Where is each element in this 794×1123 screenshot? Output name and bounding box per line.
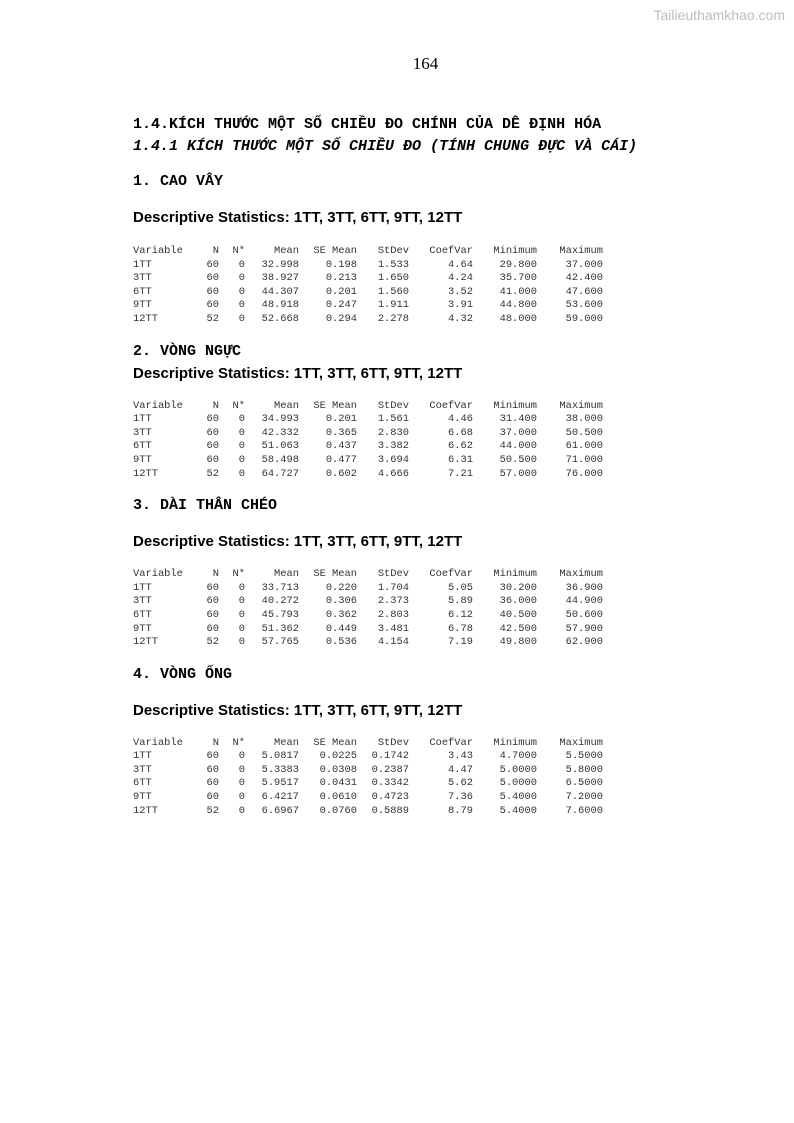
variable-cell: 12TT	[133, 467, 158, 480]
value-cell: 8.79	[448, 804, 473, 817]
variable-cell: 1TT	[133, 750, 152, 763]
value-cell: 0	[238, 636, 245, 649]
column-header: StDev	[377, 245, 409, 257]
table-row	[133, 750, 603, 764]
table-row	[133, 272, 603, 286]
column-header: N*	[232, 736, 245, 749]
value-cell: 1.561	[377, 413, 409, 426]
variable-cell: 9TT	[133, 622, 152, 635]
value-cell: 0.0431	[319, 777, 357, 790]
value-cell: 47.600	[565, 285, 603, 298]
value-cell: 0.294	[325, 312, 357, 325]
column-header: Mean	[274, 399, 299, 412]
value-cell: 51.063	[261, 440, 299, 453]
value-cell: 5.05	[448, 581, 473, 594]
column-header: Mean	[274, 736, 299, 749]
section-cao-vay	[133, 172, 773, 327]
value-cell: 0	[238, 622, 245, 635]
stats-table	[133, 737, 603, 819]
page-number: 164	[412, 54, 439, 73]
value-cell: 3.481	[377, 622, 409, 635]
value-cell: 2.803	[377, 608, 409, 621]
column-header: N*	[232, 245, 245, 257]
variable-cell: 6TT	[133, 608, 152, 621]
table-row	[133, 777, 603, 791]
stats-table	[133, 400, 603, 482]
variable-cell: 1TT	[133, 258, 152, 271]
section-title: 4. VÒNG ỐNG	[133, 665, 233, 683]
column-header: N	[212, 245, 219, 257]
table-row	[133, 623, 603, 637]
section-title: 1. CAO VÂY	[133, 173, 224, 190]
value-cell: 0.198	[325, 258, 357, 271]
table-header-row	[133, 400, 603, 414]
table-row	[133, 427, 603, 441]
value-cell: 60	[206, 595, 219, 608]
value-cell: 0	[238, 299, 245, 312]
variable-cell: 1TT	[133, 581, 152, 594]
value-cell: 60	[206, 426, 219, 439]
variable-cell: 9TT	[133, 453, 152, 466]
value-cell: 0.3342	[371, 777, 409, 790]
value-cell: 4.154	[377, 636, 409, 649]
value-cell: 6.12	[448, 608, 473, 621]
value-cell: 50.600	[565, 608, 603, 621]
value-cell: 1.533	[377, 258, 409, 271]
value-cell: 33.713	[261, 581, 299, 594]
value-cell: 60	[206, 608, 219, 621]
value-cell: 52	[206, 467, 219, 480]
column-header: CoefVar	[429, 736, 473, 749]
value-cell: 6.62	[448, 440, 473, 453]
value-cell: 0	[238, 285, 245, 298]
stats-title: Descriptive Statistics: 1TT, 3TT, 6TT, 9TT, 12TT	[133, 533, 463, 551]
value-cell: 0	[238, 440, 245, 453]
value-cell: 0	[238, 791, 245, 804]
stats-table	[133, 245, 603, 327]
table-row	[133, 468, 603, 482]
value-cell: 0	[238, 413, 245, 426]
value-cell: 50.500	[565, 426, 603, 439]
value-cell: 1.704	[377, 581, 409, 594]
value-cell: 48.000	[499, 312, 537, 325]
value-cell: 0.0610	[319, 791, 357, 804]
value-cell: 0	[238, 763, 245, 776]
stats-title: Descriptive Statistics: 1TT, 3TT, 6TT, 9TT, 12TT	[133, 364, 463, 382]
variable-cell: 3TT	[133, 426, 152, 439]
value-cell: 3.52	[448, 285, 473, 298]
value-cell: 7.6000	[565, 804, 603, 817]
value-cell: 0	[238, 453, 245, 466]
variable-cell: 9TT	[133, 299, 152, 312]
variable-cell: 6TT	[133, 777, 152, 790]
value-cell: 42.332	[261, 426, 299, 439]
value-cell: 0.5889	[371, 804, 409, 817]
variable-cell: 6TT	[133, 440, 152, 453]
value-cell: 36.000	[499, 595, 537, 608]
value-cell: 3.382	[377, 440, 409, 453]
value-cell: 60	[206, 791, 219, 804]
value-cell: 6.78	[448, 622, 473, 635]
value-cell: 38.927	[261, 272, 299, 285]
value-cell: 2.830	[377, 426, 409, 439]
table-row	[133, 595, 603, 609]
column-header: SE Mean	[313, 736, 357, 749]
value-cell: 44.000	[499, 440, 537, 453]
column-header: N	[212, 736, 219, 749]
value-cell: 60	[206, 750, 219, 763]
value-cell: 29.800	[499, 258, 537, 271]
value-cell: 62.900	[565, 636, 603, 649]
value-cell: 1.560	[377, 285, 409, 298]
column-header: SE Mean	[313, 245, 357, 257]
value-cell: 0	[238, 312, 245, 325]
value-cell: 0.306	[325, 595, 357, 608]
value-cell: 42.500	[499, 622, 537, 635]
value-cell: 0.201	[325, 413, 357, 426]
column-header: N*	[232, 399, 245, 412]
value-cell: 49.800	[499, 636, 537, 649]
value-cell: 44.800	[499, 299, 537, 312]
table-row	[133, 413, 603, 427]
value-cell: 5.4000	[499, 791, 537, 804]
value-cell: 7.21	[448, 467, 473, 480]
value-cell: 45.793	[261, 608, 299, 621]
value-cell: 37.000	[499, 426, 537, 439]
table-row	[133, 259, 603, 273]
table-header-row	[133, 737, 603, 751]
variable-cell: 9TT	[133, 791, 152, 804]
variable-cell: 12TT	[133, 312, 158, 325]
value-cell: 50.500	[499, 453, 537, 466]
value-cell: 0	[238, 258, 245, 271]
chapter-heading: 1.4.KÍCH THƯỚC MỘT SỐ CHIỀU ĐO CHÍNH CỦA DÊ ĐỊNH HÓA	[133, 116, 602, 133]
value-cell: 0.220	[325, 581, 357, 594]
value-cell: 41.000	[499, 285, 537, 298]
value-cell: 0	[238, 272, 245, 285]
value-cell: 5.8000	[565, 763, 603, 776]
value-cell: 0.213	[325, 272, 357, 285]
value-cell: 60	[206, 440, 219, 453]
value-cell: 58.498	[261, 453, 299, 466]
value-cell: 52	[206, 636, 219, 649]
value-cell: 5.3383	[261, 763, 299, 776]
variable-cell: 3TT	[133, 763, 152, 776]
value-cell: 60	[206, 763, 219, 776]
value-cell: 1.650	[377, 272, 409, 285]
stats-title: Descriptive Statistics: 1TT, 3TT, 6TT, 9TT, 12TT	[133, 701, 463, 719]
column-header: SE Mean	[313, 399, 357, 412]
value-cell: 2.278	[377, 312, 409, 325]
value-cell: 6.4217	[261, 791, 299, 804]
value-cell: 36.900	[565, 581, 603, 594]
value-cell: 40.272	[261, 595, 299, 608]
value-cell: 0	[238, 750, 245, 763]
value-cell: 57.900	[565, 622, 603, 635]
variable-cell: 3TT	[133, 272, 152, 285]
value-cell: 31.400	[499, 413, 537, 426]
value-cell: 38.000	[565, 413, 603, 426]
value-cell: 37.000	[565, 258, 603, 271]
value-cell: 60	[206, 258, 219, 271]
column-header: Variable	[133, 245, 183, 257]
section-title: 3. DÀI THÂN CHÉO	[133, 497, 278, 515]
value-cell: 42.400	[565, 272, 603, 285]
table-header-row	[133, 568, 603, 582]
value-cell: 61.000	[565, 440, 603, 453]
value-cell: 44.307	[261, 285, 299, 298]
stats-table	[133, 568, 603, 650]
column-header: Minimum	[493, 399, 537, 412]
value-cell: 7.2000	[565, 791, 603, 804]
value-cell: 57.765	[261, 636, 299, 649]
value-cell: 0.449	[325, 622, 357, 635]
column-header: Variable	[133, 568, 183, 581]
table-row	[133, 313, 603, 327]
column-header: Maximum	[559, 399, 603, 412]
column-header: N	[212, 399, 219, 412]
column-header: Minimum	[493, 245, 537, 257]
value-cell: 0.201	[325, 285, 357, 298]
table-row	[133, 805, 603, 819]
column-header: Mean	[274, 245, 299, 257]
value-cell: 0	[238, 595, 245, 608]
value-cell: 60	[206, 413, 219, 426]
value-cell: 0.247	[325, 299, 357, 312]
value-cell: 34.993	[261, 413, 299, 426]
value-cell: 4.46	[448, 413, 473, 426]
column-header: StDev	[377, 399, 409, 412]
value-cell: 5.89	[448, 595, 473, 608]
column-header: StDev	[377, 736, 409, 749]
value-cell: 0	[238, 608, 245, 621]
table-header-row	[133, 245, 603, 259]
value-cell: 52	[206, 804, 219, 817]
column-header: Maximum	[559, 245, 603, 257]
variable-cell: 12TT	[133, 636, 158, 649]
value-cell: 0	[238, 581, 245, 594]
column-header: Variable	[133, 399, 183, 412]
table-row	[133, 286, 603, 300]
value-cell: 5.0000	[499, 777, 537, 790]
column-header: N	[212, 568, 219, 581]
value-cell: 1.911	[377, 299, 409, 312]
table-row	[133, 791, 603, 805]
column-header: Minimum	[493, 736, 537, 749]
value-cell: 48.918	[261, 299, 299, 312]
table-row	[133, 582, 603, 596]
table-row	[133, 454, 603, 468]
value-cell: 30.200	[499, 581, 537, 594]
value-cell: 3.43	[448, 750, 473, 763]
value-cell: 0.0760	[319, 804, 357, 817]
table-row	[133, 636, 603, 650]
value-cell: 0.2387	[371, 763, 409, 776]
table-row	[133, 440, 603, 454]
column-header: CoefVar	[429, 245, 473, 257]
value-cell: 6.31	[448, 453, 473, 466]
value-cell: 60	[206, 272, 219, 285]
variable-cell: 12TT	[133, 804, 158, 817]
value-cell: 60	[206, 453, 219, 466]
column-header: Mean	[274, 568, 299, 581]
value-cell: 53.600	[565, 299, 603, 312]
value-cell: 57.000	[499, 467, 537, 480]
value-cell: 60	[206, 777, 219, 790]
value-cell: 60	[206, 285, 219, 298]
value-cell: 6.5000	[565, 777, 603, 790]
value-cell: 0.4723	[371, 791, 409, 804]
table-row	[133, 764, 603, 778]
value-cell: 0.365	[325, 426, 357, 439]
value-cell: 0	[238, 804, 245, 817]
value-cell: 4.64	[448, 258, 473, 271]
variable-cell: 6TT	[133, 285, 152, 298]
value-cell: 7.19	[448, 636, 473, 649]
value-cell: 0.362	[325, 608, 357, 621]
section-vong-ong	[133, 665, 773, 819]
value-cell: 0.477	[325, 453, 357, 466]
value-cell: 32.998	[261, 258, 299, 271]
value-cell: 0.536	[325, 636, 357, 649]
value-cell: 71.000	[565, 453, 603, 466]
value-cell: 0	[238, 777, 245, 790]
value-cell: 5.0817	[261, 750, 299, 763]
value-cell: 3.694	[377, 453, 409, 466]
value-cell: 4.7000	[499, 750, 537, 763]
value-cell: 76.000	[565, 467, 603, 480]
value-cell: 6.6967	[261, 804, 299, 817]
table-row	[133, 299, 603, 313]
value-cell: 4.24	[448, 272, 473, 285]
section-title: 2. VÒNG NGỰC	[133, 342, 242, 360]
value-cell: 5.4000	[499, 804, 537, 817]
section-dai-than-cheo	[133, 496, 773, 650]
value-cell: 51.362	[261, 622, 299, 635]
column-header: Maximum	[559, 736, 603, 749]
value-cell: 0.437	[325, 440, 357, 453]
column-header: Variable	[133, 736, 183, 749]
document-content	[133, 114, 773, 818]
value-cell: 4.32	[448, 312, 473, 325]
value-cell: 40.500	[499, 608, 537, 621]
value-cell: 60	[206, 622, 219, 635]
section-vong-nguc	[133, 342, 773, 482]
value-cell: 4.666	[377, 467, 409, 480]
column-header: SE Mean	[313, 568, 357, 581]
column-header: CoefVar	[429, 568, 473, 581]
value-cell: 6.68	[448, 426, 473, 439]
value-cell: 59.000	[565, 312, 603, 325]
value-cell: 4.47	[448, 763, 473, 776]
variable-cell: 3TT	[133, 595, 152, 608]
column-header: Minimum	[493, 568, 537, 581]
chapter-subheading: 1.4.1 KÍCH THƯỚC MỘT SỐ CHIỀU ĐO (TÍNH CHUNG ĐỰC VÀ CÁI)	[133, 138, 638, 155]
value-cell: 35.700	[499, 272, 537, 285]
value-cell: 52	[206, 312, 219, 325]
value-cell: 0.1742	[371, 750, 409, 763]
value-cell: 5.62	[448, 777, 473, 790]
watermark: Tailieuthamkhao.com	[653, 7, 785, 23]
value-cell: 5.5000	[565, 750, 603, 763]
value-cell: 64.727	[261, 467, 299, 480]
value-cell: 60	[206, 581, 219, 594]
variable-cell: 1TT	[133, 413, 152, 426]
column-header: StDev	[377, 568, 409, 581]
value-cell: 52.668	[261, 312, 299, 325]
value-cell: 5.0000	[499, 763, 537, 776]
value-cell: 0.0225	[319, 750, 357, 763]
value-cell: 0	[238, 467, 245, 480]
value-cell: 7.36	[448, 791, 473, 804]
column-header: Maximum	[559, 568, 603, 581]
value-cell: 0.602	[325, 467, 357, 480]
value-cell: 5.9517	[261, 777, 299, 790]
table-row	[133, 609, 603, 623]
column-header: CoefVar	[429, 399, 473, 412]
value-cell: 0.0308	[319, 763, 357, 776]
value-cell: 44.900	[565, 595, 603, 608]
value-cell: 0	[238, 426, 245, 439]
value-cell: 60	[206, 299, 219, 312]
value-cell: 2.373	[377, 595, 409, 608]
value-cell: 3.91	[448, 299, 473, 312]
column-header: N*	[232, 568, 245, 581]
stats-title: Descriptive Statistics: 1TT, 3TT, 6TT, 9TT, 12TT	[133, 209, 463, 226]
